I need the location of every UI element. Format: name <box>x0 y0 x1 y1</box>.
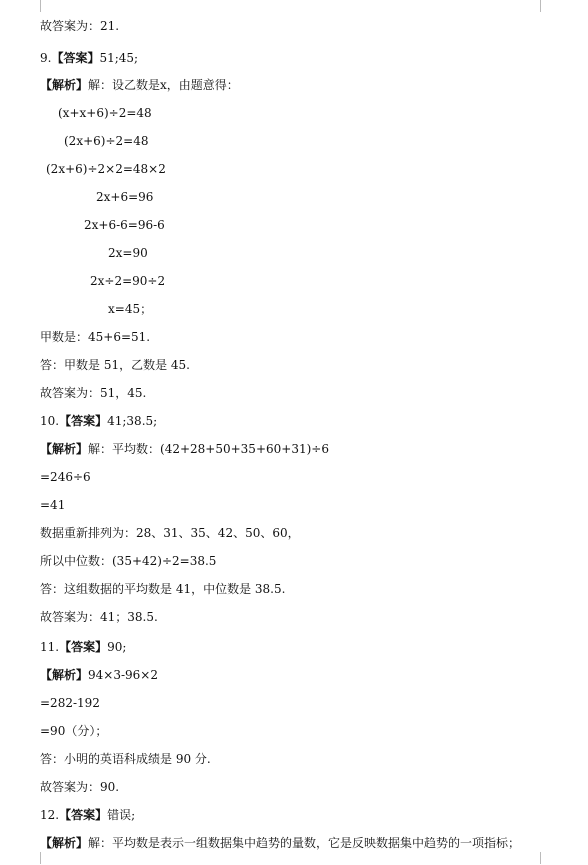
analysis-label: 【解析】 <box>40 78 89 92</box>
math-line: x=45； <box>108 302 153 316</box>
text-line: 故答案为：90. <box>40 780 120 794</box>
math-line: (2x+6)÷2×2=48×2 <box>46 162 166 176</box>
math-line: =282-192 <box>40 696 100 710</box>
answer-line: 9.【答案】51;45; <box>40 51 139 65</box>
text-line: 所以中位数：(35+42)÷2=38.5 <box>40 554 217 568</box>
analysis-line: 【解析】解：设乙数是x，由题意得： <box>40 78 239 92</box>
answer-line: 10.【答案】41;38.5; <box>40 414 158 428</box>
question-number: 12. <box>40 808 60 822</box>
math-line: 2x=90 <box>108 246 148 260</box>
text-line: 答：甲数是 51，乙数是 45. <box>40 358 190 372</box>
analysis-line: 【解析】解：平均数是表示一组数据集中趋势的量数，它是反映数据集中趋势的一项指标； <box>40 836 521 850</box>
answer-label: 【答案】 <box>59 414 108 428</box>
math-line: =246÷6 <box>40 470 91 484</box>
text-line: 数据重新排列为：28、31、35、42、50、60， <box>40 526 300 540</box>
math-line: =41 <box>40 498 66 512</box>
question-number: 11. <box>40 640 60 654</box>
text-line: 甲数是：45+6=51. <box>40 330 151 344</box>
answer-label: 【答案】 <box>51 51 100 65</box>
analysis-label: 【解析】 <box>40 442 89 456</box>
margin-corner-mark <box>540 0 551 12</box>
text-line: 故答案为：51，45. <box>40 386 147 400</box>
math-line: 2x+6-6=96-6 <box>84 218 165 232</box>
math-line: (2x+6)÷2=48 <box>64 134 149 148</box>
text-line: 答：小明的英语科成绩是 90 分. <box>40 752 211 766</box>
answer-line: 11.【答案】90; <box>40 640 127 654</box>
math-line: 2x÷2=90÷2 <box>90 274 166 288</box>
text-line: 答：这组数据的平均数是 41，中位数是 38.5. <box>40 582 286 596</box>
text-line: 故答案为：41；38.5. <box>40 610 158 624</box>
analysis-label: 【解析】 <box>40 668 89 682</box>
margin-corner-mark <box>30 0 41 12</box>
analysis-line: 【解析】解：平均数：(42+28+50+35+60+31)÷6 <box>40 442 329 456</box>
margin-corner-mark <box>30 852 41 864</box>
text-line: 故答案为：21. <box>40 19 120 33</box>
math-line: 2x+6=96 <box>96 190 154 204</box>
math-line: =90（分）； <box>40 724 108 738</box>
analysis-line: 【解析】94×3-96×2 <box>40 668 158 682</box>
question-number: 10. <box>40 414 60 428</box>
analysis-label: 【解析】 <box>40 836 89 850</box>
margin-corner-mark <box>540 852 551 864</box>
answer-label: 【答案】 <box>59 640 108 654</box>
answer-label: 【答案】 <box>59 808 108 822</box>
question-number: 9. <box>40 51 52 65</box>
answer-line: 12.【答案】错误; <box>40 808 136 822</box>
math-line: (x+x+6)÷2=48 <box>58 106 152 120</box>
